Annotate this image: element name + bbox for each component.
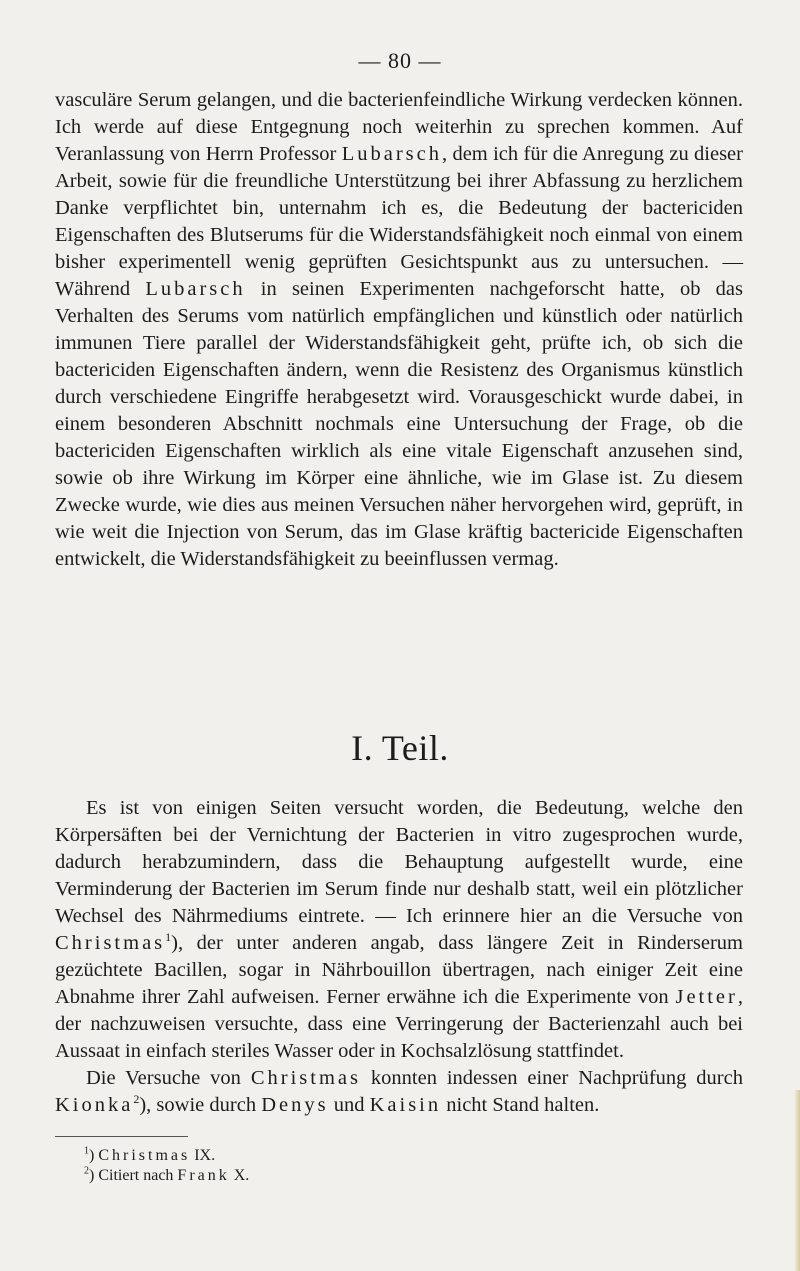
page-edge-shadow bbox=[794, 1090, 800, 1271]
paragraph-intro bbox=[55, 87, 743, 573]
text-run: ), sowie durch bbox=[139, 1094, 262, 1116]
author-name: Lubarsch bbox=[145, 278, 246, 300]
text-run: Es ist von einigen Seiten versucht worden, die Bedeutung, welche den Körpersäften bei der Vernichtung der Bacterien in vitro zugesprochen wurde, dadurch herabzumindern, dass die Behauptung aufgestellt wurde, eine Verminderung der Bacterien im Serum finde nur deshalb statt, weil ein plötzlicher Wechsel des Nährmediums eintrete. — Ich erinnere hier an die Versuche von bbox=[55, 797, 743, 927]
paragraph-part2 bbox=[55, 1065, 743, 1119]
author-name: Lubarsch bbox=[341, 143, 442, 165]
footnote-mark: 1 bbox=[84, 1145, 89, 1157]
text-run: IX. bbox=[190, 1147, 216, 1164]
author-name: Christmas bbox=[55, 932, 166, 954]
author-name: Frank bbox=[177, 1167, 230, 1184]
text-run: in seinen Experimenten nachgeforscht hatte, ob das Verhalten des Serums vom natürlich empfänglichen und künstlich oder natürlich immunen Tiere parallel der Widerstandsfähigkeit geht, prüfte ich, ob sich die bactericiden Eigenschaften ändern, wenn die Resistenz des Organismus künstlich durch verschiedene Eingriffe herabgesetzt wird. Vorausgeschickt wurde dabei, in einem besonderen Abschnitt nochmals eine Untersuchung der Frage, ob die bactericiden Eigenschaften wirklich als eine vitale Eigenschaft anzusehen sind, sowie ob ihre Wirkung im Körper eine ähnliche, wie im Glase ist. Zu diesem Zwecke wurde, wie dies aus meinen Versuchen näher hervorgehen wird, geprüft, in wie weit die Injection von Serum, das im Glase kräftig bactericide Eigenschaften entwickelt, die Widerstandsfähigkeit zu beeinflussen vermag. bbox=[55, 278, 744, 570]
footnote-mark: 2 bbox=[84, 1165, 89, 1177]
author-name: Kaisin bbox=[369, 1094, 442, 1116]
text-run: ) Citiert nach bbox=[89, 1167, 178, 1184]
text-run: ) bbox=[89, 1147, 99, 1164]
footnote-ref: 1 bbox=[165, 930, 172, 945]
footnote-1 bbox=[84, 1146, 215, 1166]
footnote-ref: 2 bbox=[133, 1092, 140, 1107]
author-name: Denys bbox=[261, 1094, 329, 1116]
author-name: Christmas bbox=[250, 1067, 361, 1089]
footnote-divider bbox=[55, 1136, 188, 1137]
text-run: und bbox=[328, 1094, 370, 1116]
author-name: Kionka bbox=[55, 1094, 134, 1116]
text-run: vasculäre Serum gelangen, und die bacterienfeindliche Wirkung verdecken können. Ich werde auf diese Entgegnung noch weiterhin zu sprechen kommen. Auf Veranlassung von Herrn Professor bbox=[55, 89, 743, 165]
page-number: — 80 — bbox=[358, 48, 442, 73]
text-run: Die Versuche von bbox=[86, 1067, 251, 1089]
text-run: konnten indessen einer Nachprüfung durch bbox=[361, 1067, 743, 1089]
author-name: Jetter bbox=[675, 986, 738, 1008]
text-run: nicht Stand halten. bbox=[441, 1094, 600, 1116]
paragraph-part1 bbox=[55, 795, 743, 1065]
text-run: X. bbox=[229, 1167, 250, 1184]
text-run: , der nachzuweisen versuchte, dass eine Verringerung der Bacterienzahl auch bei Aussaat in einfach steriles Wasser oder in Kochsalzlösung stattfindet. bbox=[55, 986, 743, 1062]
text-run: , dem ich für die Anregung zu dieser Arbeit, sowie für die freundliche Unterstützung bei ihrer Abfassung zu herzlichem Danke verpflichtet bin, unternahm ich es, die Bedeutung der bactericiden Eigenschaften des Blutserums für die Widerstandsfähigkeit noch einmal von einem bisher experimentell wenig geprüften Gesichtspunkt aus zu untersuchen. — Während bbox=[55, 143, 743, 300]
text-run: ), der unter anderen angab, dass längere Zeit in Rinderserum gezüchtete Bacillen, sogar in Nährbouillon übertragen, nach einiger Zeit eine Abnahme ihrer Zahl aufweisen. Ferner erwähne ich die Experimente von bbox=[55, 932, 743, 1008]
author-name: Christmas bbox=[98, 1147, 191, 1164]
section-heading: I. Teil. bbox=[351, 728, 449, 768]
footnote-2 bbox=[84, 1166, 249, 1186]
